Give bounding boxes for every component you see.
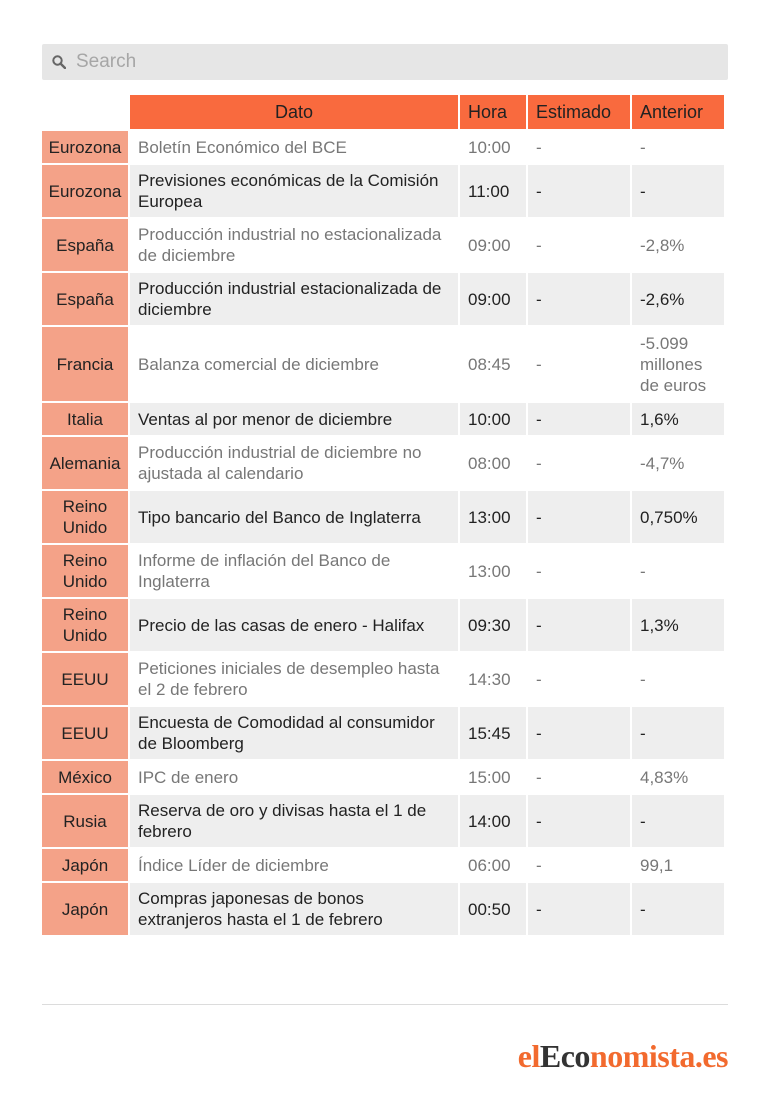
anterior-cell: -	[632, 165, 724, 217]
anterior-cell: -	[632, 883, 724, 935]
dato-cell: Ventas al por menor de diciembre	[130, 403, 458, 435]
estimado-cell: -	[528, 849, 630, 881]
anterior-cell: 0,750%	[632, 491, 724, 543]
hora-cell: 09:30	[460, 599, 526, 651]
country-cell: Japón	[42, 883, 128, 935]
estimado-cell: -	[528, 795, 630, 847]
header-anterior: Anterior	[632, 95, 724, 129]
estimado-cell: -	[528, 761, 630, 793]
table-row	[42, 795, 724, 847]
logo-part-el: el	[517, 1038, 540, 1074]
anterior-cell: -4,7%	[632, 437, 724, 489]
anterior-cell: -	[632, 653, 724, 705]
estimado-cell: -	[528, 545, 630, 597]
table-row	[42, 883, 724, 935]
header-hora: Hora	[460, 95, 526, 129]
table-row	[42, 131, 724, 163]
eleconomista-logo	[518, 1038, 728, 1075]
anterior-cell: 99,1	[632, 849, 724, 881]
hora-cell: 10:00	[460, 131, 526, 163]
dato-cell: Boletín Económico del BCE	[130, 131, 458, 163]
hora-cell: 15:00	[460, 761, 526, 793]
dato-cell: Informe de inflación del Banco de Inglaterra	[130, 545, 458, 597]
anterior-cell: -2,8%	[632, 219, 724, 271]
table-row	[42, 437, 724, 489]
hora-cell: 09:00	[460, 273, 526, 325]
country-cell: EEUU	[42, 707, 128, 759]
hora-cell: 06:00	[460, 849, 526, 881]
country-cell: Reino Unido	[42, 545, 128, 597]
dato-cell: Producción industrial estacionalizada de diciembre	[130, 273, 458, 325]
dato-cell: Balanza comercial de diciembre	[130, 327, 458, 401]
country-cell: Eurozona	[42, 165, 128, 217]
table-row	[42, 273, 724, 325]
country-cell: Reino Unido	[42, 491, 128, 543]
dato-cell: Reserva de oro y divisas hasta el 1 de febrero	[130, 795, 458, 847]
header-estimado: Estimado	[528, 95, 630, 129]
dato-cell: Previsiones económicas de la Comisión Europea	[130, 165, 458, 217]
country-cell: Reino Unido	[42, 599, 128, 651]
table-row	[42, 165, 724, 217]
search-input[interactable]	[76, 51, 676, 73]
estimado-cell: -	[528, 327, 630, 401]
search-bar[interactable]	[42, 44, 728, 80]
table-row	[42, 327, 724, 401]
dato-cell: Precio de las casas de enero - Halifax	[130, 599, 458, 651]
logo-part-nomista: nomista.es	[589, 1038, 728, 1074]
hora-cell: 13:00	[460, 491, 526, 543]
hora-cell: 11:00	[460, 165, 526, 217]
hora-cell: 10:00	[460, 403, 526, 435]
dato-cell: Producción industrial no estacionalizada de diciembre	[130, 219, 458, 271]
anterior-cell: -	[632, 707, 724, 759]
economic-calendar-table	[40, 93, 726, 937]
estimado-cell: -	[528, 599, 630, 651]
estimado-cell: -	[528, 437, 630, 489]
hora-cell: 13:00	[460, 545, 526, 597]
hora-cell: 14:00	[460, 795, 526, 847]
anterior-cell: -2,6%	[632, 273, 724, 325]
header-dato: Dato	[130, 95, 458, 129]
table-row	[42, 491, 724, 543]
estimado-cell: -	[528, 883, 630, 935]
country-cell: Rusia	[42, 795, 128, 847]
dato-cell: IPC de enero	[130, 761, 458, 793]
dato-cell: Compras japonesas de bonos extranjeros hasta el 1 de febrero	[130, 883, 458, 935]
estimado-cell: -	[528, 131, 630, 163]
dato-cell: Índice Líder de diciembre	[130, 849, 458, 881]
dato-cell: Tipo bancario del Banco de Inglaterra	[130, 491, 458, 543]
country-cell: España	[42, 273, 128, 325]
table-row	[42, 219, 724, 271]
anterior-cell: -	[632, 131, 724, 163]
hora-cell: 09:00	[460, 219, 526, 271]
country-cell: Eurozona	[42, 131, 128, 163]
table-row	[42, 707, 724, 759]
hora-cell: 08:45	[460, 327, 526, 401]
estimado-cell: -	[528, 219, 630, 271]
table-row	[42, 545, 724, 597]
country-cell: España	[42, 219, 128, 271]
table-row	[42, 849, 724, 881]
table-row	[42, 653, 724, 705]
search-icon	[52, 55, 66, 69]
hora-cell: 15:45	[460, 707, 526, 759]
estimado-cell: -	[528, 273, 630, 325]
estimado-cell: -	[528, 403, 630, 435]
country-cell: Alemania	[42, 437, 128, 489]
dato-cell: Peticiones iniciales de desempleo hasta el 2 de febrero	[130, 653, 458, 705]
table-row	[42, 761, 724, 793]
footer-divider	[42, 1004, 728, 1005]
anterior-cell: 1,3%	[632, 599, 724, 651]
country-cell: EEUU	[42, 653, 128, 705]
hora-cell: 14:30	[460, 653, 526, 705]
country-cell: Italia	[42, 403, 128, 435]
country-cell: México	[42, 761, 128, 793]
table-row	[42, 599, 724, 651]
estimado-cell: -	[528, 165, 630, 217]
estimado-cell: -	[528, 707, 630, 759]
header-country-blank	[42, 95, 128, 129]
anterior-cell: -	[632, 545, 724, 597]
country-cell: Francia	[42, 327, 128, 401]
table-row	[42, 403, 724, 435]
anterior-cell: 1,6%	[632, 403, 724, 435]
estimado-cell: -	[528, 653, 630, 705]
logo-part-eco: Eco	[539, 1038, 590, 1074]
dato-cell: Producción industrial de diciembre no ajustada al calendario	[130, 437, 458, 489]
dato-cell: Encuesta de Comodidad al consumidor de Bloomberg	[130, 707, 458, 759]
hora-cell: 08:00	[460, 437, 526, 489]
anterior-cell: -5.099 millones de euros	[632, 327, 724, 401]
estimado-cell: -	[528, 491, 630, 543]
hora-cell: 00:50	[460, 883, 526, 935]
country-cell: Japón	[42, 849, 128, 881]
anterior-cell: 4,83%	[632, 761, 724, 793]
table-header-row	[42, 95, 724, 129]
anterior-cell: -	[632, 795, 724, 847]
